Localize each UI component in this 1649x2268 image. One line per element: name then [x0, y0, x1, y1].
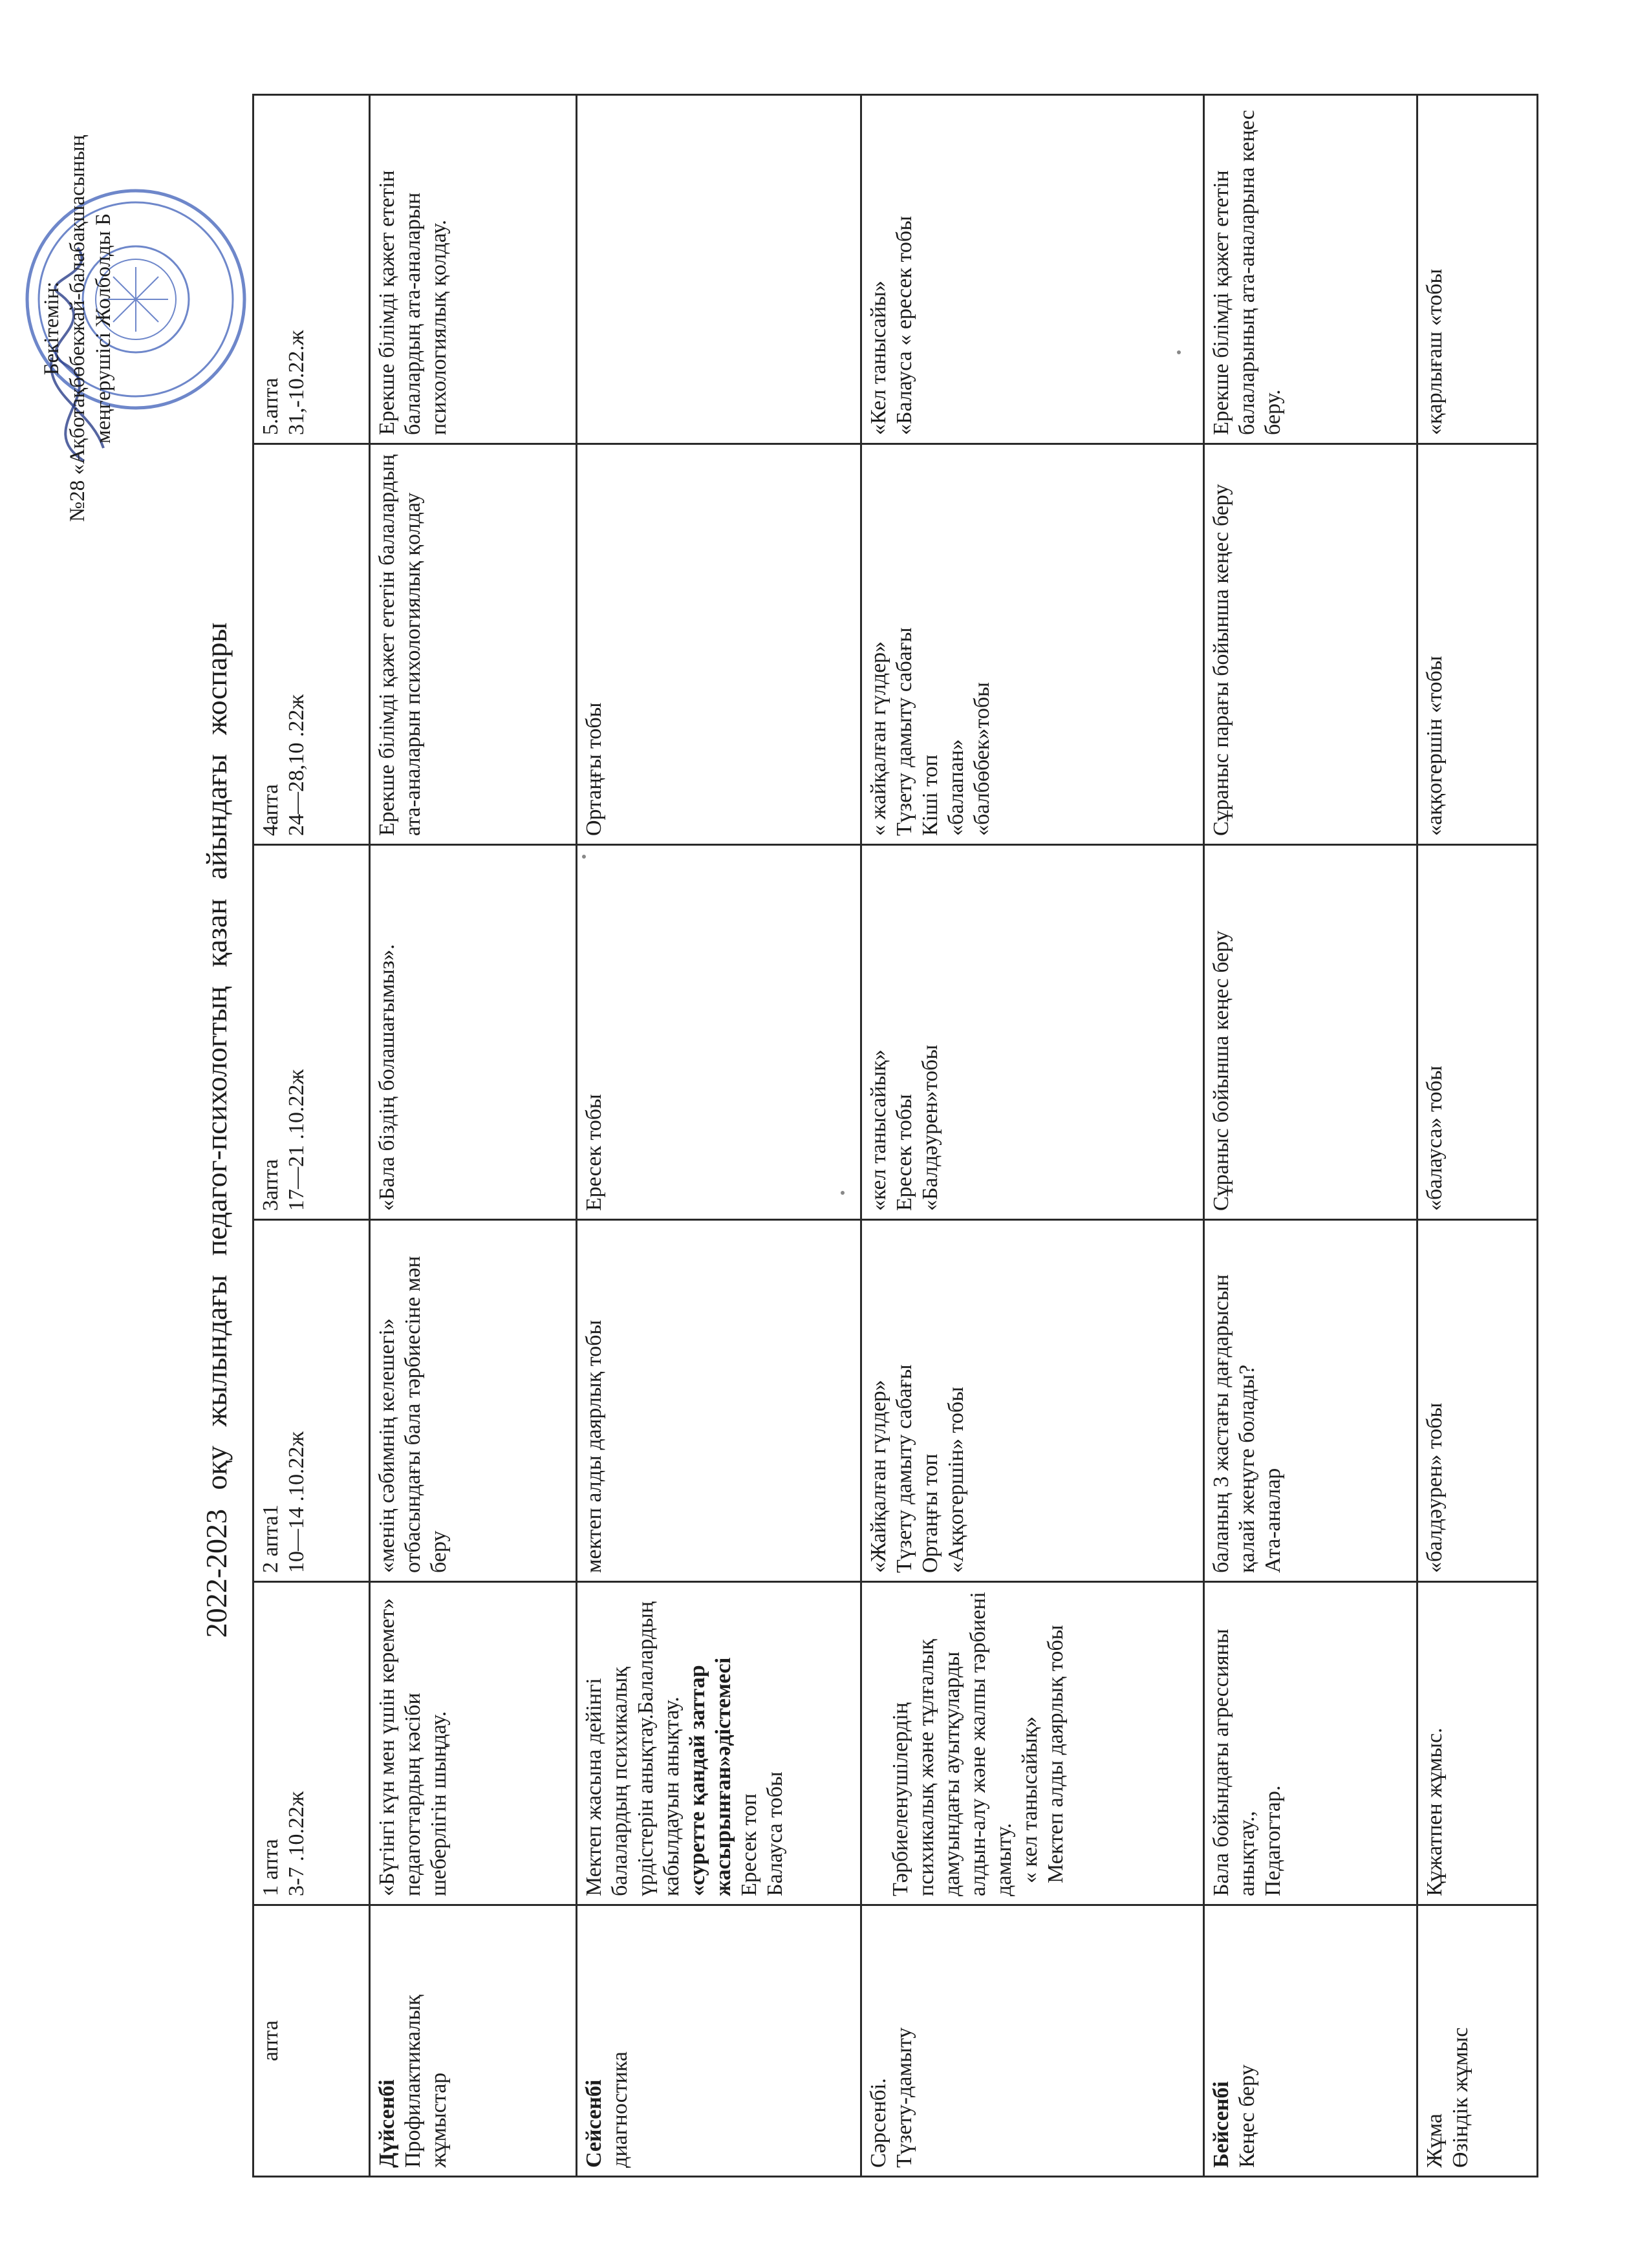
table-row-thursday — [1204, 95, 1417, 2177]
plan-cell: «балауса» тобы — [1417, 845, 1538, 1220]
plan-cell: «қарлығаш «тобы — [1417, 95, 1538, 444]
plan-cell: Тәрбиеленушілердің психикалық және тұлғалық дамуындағы ауытқуларды алдын-алу және жалпы тәрбиені дамыту. « кел танысайық» Мектеп алды даярлық тобы — [861, 1582, 1204, 1905]
table-row-monday — [370, 95, 577, 2177]
scan-speck — [1177, 350, 1181, 354]
plan-cell: Сұраныс бойынша кеңес беру — [1204, 845, 1417, 1220]
plan-cell: Мектеп жасына дейінгі балалардың психикалық үрдістерін анықтау.Балалардың кабылдауын анықтау. «суретте қандай заттар жасырынған»әдістемесі Ересек топ Балауса тобы — [577, 1582, 861, 1905]
document-title: 2022-2023 оқу жылындағы педагог-психологтың қазан айындағы жоспары — [200, 622, 233, 1638]
table-header-row — [253, 95, 370, 2177]
monthly-plan-table — [252, 94, 1538, 2177]
table-row-wednesday — [861, 95, 1204, 2177]
day-cell: Сәрсенбі. Түзету-дамыту — [861, 1905, 1204, 2177]
plan-cell: « жайқалған гүлдер» Түзету дамыту сабағы Кіші топ «балапан» «балбөбек»тобы — [861, 444, 1204, 845]
approval-block — [39, 122, 116, 535]
plan-cell: «Жайқалған гүлдер» Түзету дамыту сабағы Ортаңғы топ «Аққогершін» тобы — [861, 1220, 1204, 1582]
plan-cell: «аққогершін «тобы — [1417, 444, 1538, 845]
plan-cell: «Бала біздің болашағымыз». — [370, 845, 577, 1220]
plan-cell: Сұраныс парағы бойынша кеңес беру — [1204, 444, 1417, 845]
plan-cell: Бала бойындағы агрессияны анықтау., Педагогтар. — [1204, 1582, 1417, 1905]
table-row-tuesday — [577, 95, 861, 2177]
scan-speck — [582, 855, 586, 859]
plan-cell: «Бүгінгі күн мен үшін керемет» педагогтардың кәсіби шеберлігін шыңдау. — [370, 1582, 577, 1905]
day-cell: Жұма Өзіндік жұмыс — [1417, 1905, 1538, 2177]
table-row-friday — [1417, 95, 1538, 2177]
day-cell: Сейсенбі диагностика — [577, 1905, 861, 2177]
header-week-4: 4апта 24—28,10 .22ж — [253, 444, 370, 845]
header-week-3: 3апта 17—21 .10.22ж — [253, 845, 370, 1220]
day-cell: Дүйсенбі Профилактикалық жұмыстар — [370, 1905, 577, 2177]
plan-cell: Ортаңғы тобы — [577, 444, 861, 845]
header-week-1: 1 апта 3-7 .10.22ж — [253, 1582, 370, 1905]
day-cell: Бейсенбі Кеңес беру — [1204, 1905, 1417, 2177]
header-week-2: 2 апта1 10—14 .10.22ж — [253, 1220, 370, 1582]
plan-cell: мектеп алды даярлық тобы — [577, 1220, 861, 1582]
plan-cell — [577, 95, 861, 444]
plan-cell: Ерекше білімді қажет ететін балаларының ата-аналарына кеңес беру. — [1204, 95, 1417, 444]
plan-cell: «менің сәбимнің келешегі» отбасындағы бала тәрбиесіне мән беру — [370, 1220, 577, 1582]
plan-cell: Ерекше білімді қажет ететін балалардың ата-аналарын психологиялық қолдау. — [370, 95, 577, 444]
plan-cell: «Кел танысайы» «Балауса « ересек тобы — [861, 95, 1204, 444]
plan-cell: баланың 3 жастағы дағдарысын қалай жеңуге болады? Ата-аналар — [1204, 1220, 1417, 1582]
plan-cell: «кел танысайық» Ересек тобы «Балдәурен»тобы — [861, 845, 1204, 1220]
plan-cell: Ерекше білімді қажет ететін балалардың ата-аналарын психологиялық қолдау — [370, 444, 577, 845]
approval-organization: №28 «Ақботақбөбекжай-балабақшасының — [66, 134, 89, 522]
approval-heading: Бекітемін: — [40, 281, 63, 376]
scan-speck — [841, 1191, 845, 1195]
plan-cell: «балдәурен» тобы — [1417, 1220, 1538, 1582]
plan-cell: Құжатпен жұмыс. — [1417, 1582, 1538, 1905]
header-week-5: 5.апта 31,-10.22.ж — [253, 95, 370, 444]
approval-head-name: меңгерушісі Жолболды Б — [92, 213, 115, 444]
header-week-label: апта — [253, 1905, 370, 2177]
plan-cell: Ересек тобы — [577, 845, 861, 1220]
